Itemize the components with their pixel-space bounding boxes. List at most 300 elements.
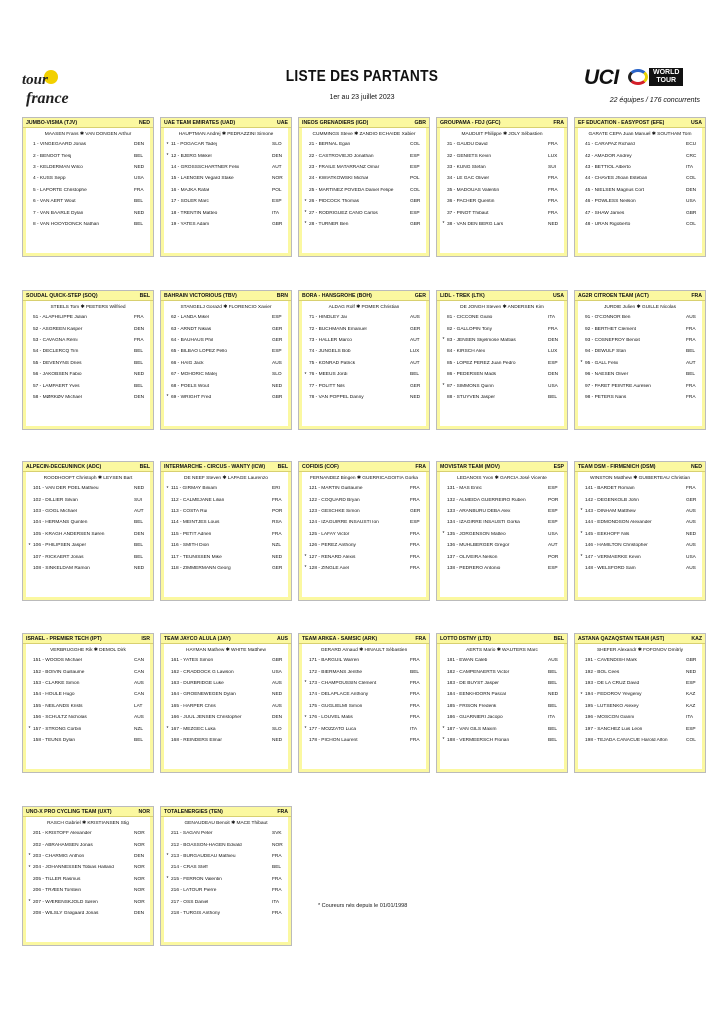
rider-row [440,735,564,746]
rider-row [26,655,150,666]
rider-nationality: BEL [548,726,558,732]
rider-nationality: BEL [410,372,420,378]
rider-name: 166 - JUUL JENSEN Christopher [171,715,242,721]
rider-nationality: BEL [134,554,144,560]
team-body [26,128,150,253]
rider-name: 135 - JORGENSON Matteo [447,531,506,537]
rider-row [440,323,564,334]
rider-row [440,666,564,677]
rider-name: 75 - KONRAD Patrick [309,360,356,366]
rider-row [302,346,426,357]
rider-nationality: LAT [134,703,143,709]
rider-row [26,885,150,896]
rider-row [302,483,426,494]
rider-name: 188 - VERMEERSCH Florian [447,737,510,743]
rider-row [164,551,288,562]
team-body [578,644,702,769]
rider-name: 207 - WÆRENSKJOLD Søren [33,899,98,905]
rider-name: 156 - SCHULTZ Nicholas [33,715,87,721]
rider-name: 27 - RODRIGUEZ CANO Carlos [309,210,378,216]
rider-name: 155 - NEILANDS Krists [33,703,83,709]
team-name: ALPECIN-DECEUNINCK (ADC) [26,463,102,470]
team-body [302,128,426,253]
rider-row [578,506,702,517]
team-card [574,290,706,430]
rider-row [440,358,564,369]
rider-nationality: FRA [686,337,696,343]
rider-name: 32 - GENIETS Kevin [447,153,491,159]
rider-name: 145 - EEKHOFF Nils [585,531,630,537]
rider-name: 154 - HOULE Hugo [33,692,75,698]
rider-name: 83 - JENSEN Skjelmose Mattias [447,337,516,343]
rider-row [302,723,426,734]
team-name: UNO-X PRO CYCLING TEAM (UXT) [26,808,112,815]
young-rider-marker: * [166,394,169,401]
rider-name: 122 - COQUARD Bryan [309,497,360,503]
rider-row [440,517,564,528]
rider-nationality: AUS [272,703,282,709]
rider-name: 195 - LUTSENKO Alexey [585,703,639,709]
rider-row [440,162,564,173]
team-body [164,644,288,769]
rider-row [164,689,288,700]
young-rider-marker: * [166,853,169,860]
team-directors: VERBRUGGHE Rik ✱ DEMOL Dirk [50,648,126,653]
rider-nationality: SUI [548,164,556,170]
rider-nationality: AUT [272,164,282,170]
rider-row [440,346,564,357]
rider-row [26,392,150,403]
team-nationality: USA [691,119,702,126]
rider-nationality: ITA [410,726,418,732]
rider-row [302,678,426,689]
rider-row [164,312,288,323]
rider-nationality: AUS [410,315,420,321]
rider-row [578,323,702,334]
rider-name: 4 - KUSS Sepp [33,176,66,182]
rider-nationality: BEL [548,703,558,709]
rider-name: 147 - VERMAERKE Kevin [585,554,641,560]
team-nationality: BRN [276,292,288,299]
rider-name: 211 - SAGAN Peter [171,831,213,837]
rider-row [578,139,702,150]
rider-row [578,162,702,173]
rider-name: 84 - KIRSCH Alex [447,349,486,355]
rider-nationality: LUX [548,349,558,355]
rider-row [302,529,426,540]
team-header [23,118,153,128]
rider-nationality: FRA [410,658,420,664]
team-name: MOVISTAR TEAM (MOV) [440,463,500,470]
rider-row [440,701,564,712]
rider-name: 181 - EWAN Caleb [447,658,488,664]
young-rider-marker: * [28,853,31,860]
rider-name: 95 - GALL Felix [585,360,619,366]
young-rider-marker: * [442,737,445,744]
rider-name: 68 - POELS Wout [171,383,210,389]
rider-name: 112 - CALMEJANE Lilian [171,497,225,503]
rider-name: 118 - ZIMMERMANN Georg [171,565,231,571]
rider-row [26,735,150,746]
rider-name: 213 - BURGAUDEAU Mathieu [171,853,236,859]
rider-nationality: DEN [548,372,559,378]
rider-name: 216 - LATOUR Pierre [171,888,217,894]
rider-nationality: DEN [272,715,283,721]
rider-name: 138 - PEDRERO Antonio [447,565,501,571]
rider-name: 125 - LAFAY Victor [309,531,350,537]
rider-name: 63 - ARNDT Nikias [171,326,212,332]
young-rider-marker: * [442,726,445,733]
team-body [578,472,702,597]
team-body [164,301,288,426]
rider-row [26,828,150,839]
team-name: JUMBO-VISMA (TJV) [26,119,78,126]
rider-nationality: ESP [548,520,558,526]
rider-nationality: USA [548,383,558,389]
rider-row [440,150,564,161]
rider-row [578,563,702,574]
rider-row [578,312,702,323]
page-title: LISTE DES PARTANTS [285,68,439,85]
rider-row [440,529,564,540]
rider-nationality: GER [410,326,421,332]
rider-nationality: USA [134,176,144,182]
rider-row [26,380,150,391]
rider-nationality: NOR [272,176,283,182]
rider-row [578,346,702,357]
rider-name: 151 - WOODS Michael [33,658,82,664]
rider-nationality: AUS [686,315,696,321]
rider-name: 88 - STUYVEN Jasper [447,394,495,400]
rider-row [578,735,702,746]
rider-name: 62 - LANDA Mikel [171,315,209,321]
rider-nationality: DEN [134,326,145,332]
rider-name: 5 - LAPORTE Christophe [33,187,87,193]
young-rider-marker: * [304,565,307,572]
rider-row [440,689,564,700]
young-rider-marker: * [28,726,31,733]
rider-name: 132 - ALMEIDA GUERREIRO Ruben [447,497,526,503]
rider-name: 67 - MOHORIC Matej [171,372,217,378]
rider-row [302,139,426,150]
rider-name: 168 - REINDERS Elmar [171,737,222,743]
footnote: * Coureurs nés depuis le 01/01/1998 [318,903,408,909]
rider-nationality: ESP [548,508,558,514]
rider-row [578,701,702,712]
team-body [26,301,150,426]
rider-name: 38 - VAN DEN BERG Lars [447,221,504,227]
rider-name: 94 - DEWULF Stan [585,349,627,355]
rider-nationality: AUT [410,337,420,343]
team-directors: MAASEN Frans ✱ VAN DONGEN Arthur [44,132,132,137]
rider-row [302,517,426,528]
young-rider-marker: * [166,153,169,160]
rider-name: 191 - CAVENDISH Mark [585,658,637,664]
team-nationality: KAZ [691,635,702,642]
rider-row [164,563,288,574]
rider-nationality: FRA [686,486,696,492]
team-header [161,634,291,644]
rider-nationality: NZL [272,543,282,549]
young-rider-marker: * [580,360,583,367]
rider-name: 87 - SIMMONS Quinn [447,383,494,389]
rider-nationality: FRA [548,142,558,148]
team-name: GROUPAMA - FDJ (GFC) [440,119,501,126]
rider-nationality: AUT [410,360,420,366]
rider-name: 98 - PETERS Nans [585,394,627,400]
team-header [23,634,153,644]
young-rider-marker: * [304,680,307,687]
rider-nationality: BEL [134,349,144,355]
rider-nationality: SUI [134,497,142,503]
rider-name: 182 - CAMPENAERTS Victor [447,669,510,675]
rider-row [440,392,564,403]
rider-name: 15 - LAENGEN Vegard Stake [171,176,234,182]
team-card [436,117,568,257]
rider-row [440,723,564,734]
team-body [164,472,288,597]
team-directors: SHEFER Alexandr ✱ FOFONOV Dmitriy [596,648,684,653]
rider-row [164,678,288,689]
rider-name: 24 - KWIATKOWSKI Michał [309,176,368,182]
rider-name: 196 - MOSCON Gianni [585,715,635,721]
rider-nationality: NED [272,383,283,389]
rider-row [302,689,426,700]
rider-row [440,655,564,666]
rider-nationality: FRA [134,315,144,321]
rider-row [164,529,288,540]
rider-name: 42 - AMADOR Andrey [585,153,632,159]
rider-nationality: NED [410,394,421,400]
rider-nationality: ESP [548,486,558,492]
rider-name: 204 - JOHANNESSEN Tobias Halland [33,865,114,871]
rider-name: 81 - CICCONE Giulio [447,315,493,321]
rider-nationality: NED [134,164,145,170]
team-name: TEAM ARKEA - SAMSIC (ARK) [302,635,378,642]
team-nationality: UAE [277,119,288,126]
team-header [575,634,705,644]
rider-name: 215 - FERRON Valentin [171,876,222,882]
rider-name: 201 - KRISTOFF Alexander [33,831,92,837]
rider-row [302,196,426,207]
rider-name: 108 - SINKELDAM Ramon [33,565,90,571]
team-header [575,118,705,128]
rider-name: 35 - MADOUAS Valentin [447,187,500,193]
rider-name: 103 - GOGL Michael [33,508,77,514]
rider-row [164,655,288,666]
rider-name: 58 - MØRKØV Michael [33,394,82,400]
rider-row [164,885,288,896]
rider-nationality: GBR [272,658,283,664]
rider-row [26,369,150,380]
rider-row [302,494,426,505]
team-name: ISRAEL - PREMIER TECH (IPT) [26,635,102,642]
young-rider-marker: * [166,876,169,883]
rider-nationality: NOR [134,865,145,871]
team-header [437,462,567,472]
rider-nationality: BEL [548,737,558,743]
rider-nationality: ESP [548,360,558,366]
rider-nationality: BEL [686,372,696,378]
rider-row [578,517,702,528]
rider-nationality: GBR [272,394,283,400]
rider-nationality: FRA [410,703,420,709]
rider-row [164,896,288,907]
team-nationality: FRA [553,119,564,126]
rider-name: 107 - RICKAERT Jonas [33,554,84,560]
rider-nationality: ITA [272,210,280,216]
team-body [302,644,426,769]
rider-nationality: ITA [686,715,694,721]
rider-name: 65 - BILBAO LOPEZ Pello [171,349,227,355]
rider-name: 115 - PETIT Adrien [171,531,212,537]
rider-name: 137 - OLIVEIRA Nelson [447,554,498,560]
young-rider-marker: * [304,371,307,378]
team-directors: FERNANDEZ Bingen ✱ GUERRICAGOITIA Gorka [310,476,418,481]
rider-row [26,185,150,196]
rider-row [26,723,150,734]
rider-name: 144 - EDMONDSON Alexander [585,520,652,526]
team-nationality: BEL [139,292,150,299]
rider-row [164,335,288,346]
uci-world-tour-logo [582,66,702,92]
rider-nationality: GBR [272,221,283,227]
rider-name: 184 - EENKHOORN Pascal [447,692,506,698]
rider-name: 41 - CARAPAZ Richard [585,142,635,148]
rider-row [302,392,426,403]
team-body [440,644,564,769]
team-header [299,118,429,128]
rider-nationality: ESP [686,726,696,732]
rider-row [302,185,426,196]
rider-name: 8 - VAN HOOYDONCK Nathan [33,221,100,227]
rider-row [164,346,288,357]
rider-row [440,678,564,689]
teams-count: 22 équipes / 176 concurrents [609,97,700,104]
team-directors: DE NEEF Steven ✱ LAPAGE Laurenzo [184,476,268,481]
rider-row [578,196,702,207]
rider-name: 47 - SHAW James [585,210,625,216]
team-name: UAE TEAM EMIRATES (UAD) [164,119,236,126]
rider-name: 22 - CASTROVIEJO Jonathan [309,153,374,159]
young-rider-marker: * [28,864,31,871]
rider-name: 157 - STRONG Corbin [33,726,82,732]
rider-name: 31 - GAUDU David [447,142,488,148]
rider-name: 127 - RENARD Alexis [309,554,356,560]
rider-nationality: GER [272,565,283,571]
team-body [302,301,426,426]
team-name: INEOS GRENADIERS (IGD) [302,119,369,126]
rider-row [302,551,426,562]
tour-de-france-logo [22,70,74,114]
team-directors: GENAUDEAU Benoit ✱ MACE Thibaut [184,821,268,826]
rider-name: 55 - DEVENYNS Dries [33,360,82,366]
rider-nationality: CAN [134,692,145,698]
rider-nationality: USA [686,554,696,560]
rider-name: 12 - BJERG Mikkel [171,153,212,159]
rider-name: 142 - DEGENKOLB John [585,497,639,503]
rider-name: 146 - HAMILTON Christopher [585,543,648,549]
rider-name: 141 - BARDET Romain [585,486,635,492]
rider-row [26,862,150,873]
team-directors: ROODHOOFT Christoph ✱ LEYSEN Bart [43,476,133,481]
rider-name: 57 - LAMPAERT Yves [33,383,80,389]
rider-name: 116 - SMITH Dion [171,543,210,549]
young-rider-marker: * [304,714,307,721]
team-header [437,291,567,301]
rider-name: 16 - MAJKA Rafał [171,187,209,193]
rider-row [440,506,564,517]
team-body [26,644,150,769]
rider-row [26,908,150,919]
young-rider-marker: * [304,221,307,228]
rider-nationality: NOR [272,842,283,848]
rider-nationality: BEL [134,360,144,366]
rider-name: 11 - POGAČAR Tadej [171,142,217,148]
rider-nationality: GER [272,337,283,343]
rider-name: 101 - VAN DER POEL Mathieu [33,486,99,492]
rider-row [164,392,288,403]
rider-nationality: GBR [686,210,697,216]
team-card [298,290,430,430]
rider-nationality: DEN [134,531,145,537]
rider-name: 143 - DINHAM Matthew [585,508,636,514]
rider-row [440,494,564,505]
rider-row [164,828,288,839]
team-card [22,461,154,601]
rider-nationality: ITA [548,715,556,721]
team-directors: STANGELJ Gorazd ✱ FLORENCIO Xavier [180,305,272,310]
rider-name: 54 - DECLERCQ Tim [33,349,79,355]
rider-name: 111 - GIRMAY Biniam [171,486,218,492]
young-rider-marker: * [442,531,445,538]
rider-nationality: BEL [134,520,144,526]
rider-name: 76 - MEEUS Jordi [309,372,348,378]
young-rider-marker: * [442,337,445,344]
rider-row [26,494,150,505]
rider-row [440,173,564,184]
rider-row [578,723,702,734]
team-name: EF EDUCATION - EASYPOST (EFE) [578,119,665,126]
rider-nationality: FRA [410,680,420,686]
rider-row [302,323,426,334]
rider-row [164,862,288,873]
rider-name: 51 - ALAPHILIPPE Julian [33,315,87,321]
rider-name: 26 - PIDCOCK Thomas [309,199,360,205]
rider-name: 206 - TRÆEN Torstein [33,888,82,894]
team-header [23,291,153,301]
rider-name: 53 - CAVAGNA Rémi [33,337,78,343]
rider-name: 86 - PEDERSEN Mads [447,372,497,378]
team-body [26,472,150,597]
team-nationality: NED [139,119,150,126]
rider-name: 202 - ABRAHAMSEN Jonas [33,842,93,848]
rider-row [164,701,288,712]
rider-nationality: FRA [134,337,144,343]
rider-nationality: FRA [410,692,420,698]
rider-row [164,173,288,184]
rider-row [164,494,288,505]
rider-row [440,196,564,207]
rider-row [26,678,150,689]
rider-name: 78 - VAN POPPEL Danny [309,394,364,400]
rider-row [26,150,150,161]
young-rider-marker: * [166,726,169,733]
rider-row [26,701,150,712]
young-rider-marker: * [580,531,583,538]
rider-row [164,196,288,207]
rider-name: 3 - KELDERMAN Wilco [33,164,83,170]
